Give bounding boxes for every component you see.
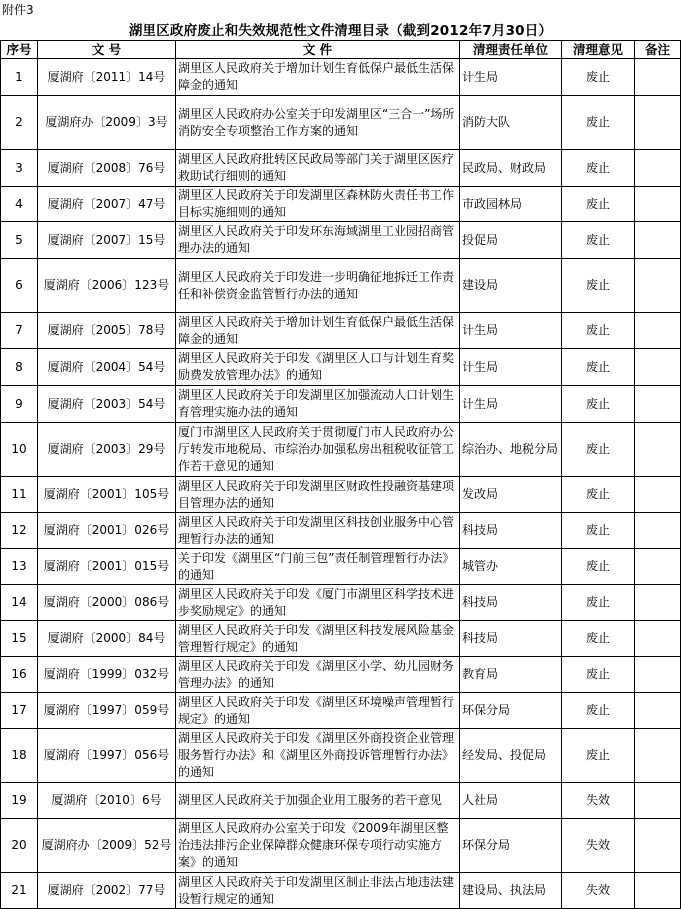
remark bbox=[635, 819, 681, 873]
attachment-label: 附件3 bbox=[2, 3, 34, 17]
cleanup-opinion: 失效 bbox=[562, 819, 635, 873]
doc-number: 厦湖府〔2000〕086号 bbox=[38, 585, 176, 621]
doc-number: 厦湖府〔2003〕29号 bbox=[38, 423, 176, 477]
document-title-cell: 湖里区人民政府关于印发《湖里区环境噪声管理暂行规定》的通知 bbox=[176, 693, 460, 729]
remark bbox=[635, 349, 681, 386]
table-row bbox=[1, 150, 681, 187]
row-number: 5 bbox=[1, 222, 38, 259]
remark bbox=[635, 386, 681, 423]
cleanup-opinion: 废止 bbox=[562, 59, 635, 96]
doc-number: 厦湖府办〔2009〕3号 bbox=[38, 96, 176, 150]
remark bbox=[635, 259, 681, 313]
row-number: 16 bbox=[1, 657, 38, 693]
responsible-department: 消防大队 bbox=[460, 96, 562, 150]
doc-number: 厦湖府〔2000〕84号 bbox=[38, 621, 176, 657]
row-number: 3 bbox=[1, 150, 38, 187]
remark bbox=[635, 59, 681, 96]
doc-number: 厦湖府〔2004〕54号 bbox=[38, 349, 176, 386]
cleanup-opinion: 废止 bbox=[562, 549, 635, 585]
document-title-cell: 湖里区人民政府关于印发《湖里区科技发展风险基金管理暂行规定》的通知 bbox=[176, 621, 460, 657]
cleanup-opinion: 失效 bbox=[562, 873, 635, 909]
row-number: 17 bbox=[1, 693, 38, 729]
remark bbox=[635, 96, 681, 150]
document-title-cell: 湖里区人民政府关于印发湖里区制止非法占地违法建设暂行规定的通知 bbox=[176, 873, 460, 909]
doc-number: 厦湖府〔2005〕78号 bbox=[38, 313, 176, 349]
table-row bbox=[1, 513, 681, 549]
row-number: 15 bbox=[1, 621, 38, 657]
document-title-cell: 湖里区人民政府关于加强企业用工服务的若干意见 bbox=[176, 783, 460, 819]
doc-number: 厦湖府办〔2009〕52号 bbox=[38, 819, 176, 873]
document-title: 湖里区政府废止和失效规范性文件清理目录（截到2012年7月30日） bbox=[128, 23, 553, 39]
cleanup-opinion: 废止 bbox=[562, 657, 635, 693]
remark bbox=[635, 549, 681, 585]
remark bbox=[635, 873, 681, 909]
responsible-department: 计生局 bbox=[460, 386, 562, 423]
responsible-department: 计生局 bbox=[460, 349, 562, 386]
cleanup-opinion: 废止 bbox=[562, 477, 635, 513]
row-number: 21 bbox=[1, 873, 38, 909]
document-title-cell: 湖里区人民政府办公室关于印发湖里区“三合一”场所消防安全专项整治工作方案的通知 bbox=[176, 96, 460, 150]
cleanup-opinion: 废止 bbox=[562, 349, 635, 386]
table-row bbox=[1, 621, 681, 657]
cleanup-opinion: 废止 bbox=[562, 585, 635, 621]
row-number: 20 bbox=[1, 819, 38, 873]
responsible-department: 科技局 bbox=[460, 621, 562, 657]
cleanup-opinion: 废止 bbox=[562, 259, 635, 313]
remark bbox=[635, 729, 681, 783]
document-title-cell: 湖里区人民政府关于印发《湖里区人口与计划生育奖励费发放管理办法》的通知 bbox=[176, 349, 460, 386]
cleanup-opinion: 失效 bbox=[562, 783, 635, 819]
remark bbox=[635, 187, 681, 222]
responsible-department: 经发局、投促局 bbox=[460, 729, 562, 783]
remark bbox=[635, 513, 681, 549]
doc-number: 厦湖府〔2011〕14号 bbox=[38, 59, 176, 96]
header-note: 备注 bbox=[635, 41, 681, 59]
responsible-department: 教育局 bbox=[460, 657, 562, 693]
responsible-department: 人社局 bbox=[460, 783, 562, 819]
cleanup-opinion: 废止 bbox=[562, 729, 635, 783]
row-number: 14 bbox=[1, 585, 38, 621]
remark bbox=[635, 693, 681, 729]
cleanup-opinion: 废止 bbox=[562, 313, 635, 349]
row-number: 10 bbox=[1, 423, 38, 477]
table-row bbox=[1, 222, 681, 259]
responsible-department: 建设局 bbox=[460, 259, 562, 313]
cleanup-opinion: 废止 bbox=[562, 222, 635, 259]
row-number: 2 bbox=[1, 96, 38, 150]
doc-number: 厦湖府〔2010〕6号 bbox=[38, 783, 176, 819]
responsible-department: 民政局、财政局 bbox=[460, 150, 562, 187]
responsible-department: 投促局 bbox=[460, 222, 562, 259]
row-number: 13 bbox=[1, 549, 38, 585]
responsible-department: 综治办、地税分局 bbox=[460, 423, 562, 477]
doc-number: 厦湖府〔2001〕026号 bbox=[38, 513, 176, 549]
document-title-cell: 湖里区人民政府关于印发湖里区科技创业服务中心管理暂行办法的通知 bbox=[176, 513, 460, 549]
table-row bbox=[1, 187, 681, 222]
remark bbox=[635, 150, 681, 187]
table-row bbox=[1, 585, 681, 621]
cleanup-opinion: 废止 bbox=[562, 150, 635, 187]
cleanup-opinion: 废止 bbox=[562, 621, 635, 657]
table-row bbox=[1, 386, 681, 423]
cleanup-opinion: 废止 bbox=[562, 423, 635, 477]
remark bbox=[635, 657, 681, 693]
file-list-table bbox=[0, 40, 681, 909]
remark bbox=[635, 621, 681, 657]
doc-number: 厦湖府〔1999〕032号 bbox=[38, 657, 176, 693]
document-title-cell: 湖里区人民政府关于印发环东海域湖里工业园招商管理办法的通知 bbox=[176, 222, 460, 259]
remark bbox=[635, 222, 681, 259]
cleanup-opinion: 废止 bbox=[562, 386, 635, 423]
document-title-cell: 湖里区人民政府办公室关于印发《2009年湖里区整治违法排污企业保障群众健康环保专项行动实施方案》的通知 bbox=[176, 819, 460, 873]
document-title-cell: 湖里区人民政府关于增加计划生育低保户最低生活保障金的通知 bbox=[176, 59, 460, 96]
responsible-department: 科技局 bbox=[460, 585, 562, 621]
doc-number: 厦湖府〔2007〕47号 bbox=[38, 187, 176, 222]
table-row bbox=[1, 873, 681, 909]
responsible-department: 发改局 bbox=[460, 477, 562, 513]
document-title-cell: 湖里区人民政府关于印发湖里区财政性投融资基建项目管理办法的通知 bbox=[176, 477, 460, 513]
row-number: 18 bbox=[1, 729, 38, 783]
doc-number: 厦湖府〔2001〕105号 bbox=[38, 477, 176, 513]
cleanup-opinion: 废止 bbox=[562, 96, 635, 150]
table-row bbox=[1, 819, 681, 873]
row-number: 11 bbox=[1, 477, 38, 513]
doc-number: 厦湖府〔2003〕54号 bbox=[38, 386, 176, 423]
row-number: 19 bbox=[1, 783, 38, 819]
document-title-cell: 厦门市湖里区人民政府关于贯彻厦门市人民政府办公厅转发市地税局、市综治办加强私房出租税收征管工作若干意见的通知 bbox=[176, 423, 460, 477]
document-title-cell: 湖里区人民政府批转区民政局等部门关于湖里区医疗救助试行细则的通知 bbox=[176, 150, 460, 187]
responsible-department: 环保分局 bbox=[460, 693, 562, 729]
responsible-department: 环保分局 bbox=[460, 819, 562, 873]
responsible-department: 计生局 bbox=[460, 313, 562, 349]
doc-number: 厦湖府〔2007〕15号 bbox=[38, 222, 176, 259]
header-department: 清理责任单位 bbox=[460, 41, 562, 59]
doc-number: 厦湖府〔1997〕056号 bbox=[38, 729, 176, 783]
document-title-cell: 湖里区人民政府关于印发进一步明确征地拆迁工作责任和补偿资金监管暂行办法的通知 bbox=[176, 259, 460, 313]
responsible-department: 科技局 bbox=[460, 513, 562, 549]
remark bbox=[635, 423, 681, 477]
table-row bbox=[1, 313, 681, 349]
doc-number: 厦湖府〔2006〕123号 bbox=[38, 259, 176, 313]
document-title-cell: 湖里区人民政府关于印发《湖里区小学、幼儿园财务管理办法》的通知 bbox=[176, 657, 460, 693]
row-number: 4 bbox=[1, 187, 38, 222]
cleanup-opinion: 废止 bbox=[562, 693, 635, 729]
remark bbox=[635, 477, 681, 513]
document-title-cell: 湖里区人民政府关于印发湖里区森林防火责任书工作目标实施细则的通知 bbox=[176, 187, 460, 222]
document-title-cell: 关于印发《湖里区“门前三包”责任制管理暂行办法》的通知 bbox=[176, 549, 460, 585]
doc-number: 厦湖府〔2001〕015号 bbox=[38, 549, 176, 585]
table-row bbox=[1, 693, 681, 729]
table-row bbox=[1, 96, 681, 150]
header-doc-number: 文 号 bbox=[38, 41, 176, 59]
table-row bbox=[1, 477, 681, 513]
cleanup-opinion: 废止 bbox=[562, 513, 635, 549]
row-number: 7 bbox=[1, 313, 38, 349]
row-number: 1 bbox=[1, 59, 38, 96]
table-row bbox=[1, 783, 681, 819]
table-row bbox=[1, 59, 681, 96]
table-row bbox=[1, 729, 681, 783]
responsible-department: 市政园林局 bbox=[460, 187, 562, 222]
responsible-department: 计生局 bbox=[460, 59, 562, 96]
table-row bbox=[1, 549, 681, 585]
document-title-cell: 湖里区人民政府关于印发湖里区加强流动人口计划生育管理实施办法的通知 bbox=[176, 386, 460, 423]
row-number: 8 bbox=[1, 349, 38, 386]
document-title-cell: 湖里区人民政府关于印发《厦门市湖里区科学技术进步奖励规定》的通知 bbox=[176, 585, 460, 621]
remark bbox=[635, 783, 681, 819]
header-opinion: 清理意见 bbox=[562, 41, 635, 59]
doc-number: 厦湖府〔1997〕059号 bbox=[38, 693, 176, 729]
header-document: 文 件 bbox=[176, 41, 460, 59]
header-no: 序号 bbox=[1, 41, 38, 59]
document-title-cell: 湖里区人民政府关于增加计划生育低保户最低生活保障金的通知 bbox=[176, 313, 460, 349]
row-number: 6 bbox=[1, 259, 38, 313]
table-row bbox=[1, 657, 681, 693]
remark bbox=[635, 313, 681, 349]
doc-number: 厦湖府〔2008〕76号 bbox=[38, 150, 176, 187]
remark bbox=[635, 585, 681, 621]
row-number: 9 bbox=[1, 386, 38, 423]
table-row bbox=[1, 259, 681, 313]
cleanup-opinion: 废止 bbox=[562, 187, 635, 222]
table-header-row bbox=[1, 41, 681, 59]
responsible-department: 建设局、执法局 bbox=[460, 873, 562, 909]
responsible-department: 城管办 bbox=[460, 549, 562, 585]
table-row bbox=[1, 349, 681, 386]
table-row bbox=[1, 423, 681, 477]
document-title-cell: 湖里区人民政府关于印发《湖里区外商投资企业管理服务暂行办法》和《湖里区外商投诉管理暂行办法》的通知 bbox=[176, 729, 460, 783]
row-number: 12 bbox=[1, 513, 38, 549]
doc-number: 厦湖府〔2002〕77号 bbox=[38, 873, 176, 909]
